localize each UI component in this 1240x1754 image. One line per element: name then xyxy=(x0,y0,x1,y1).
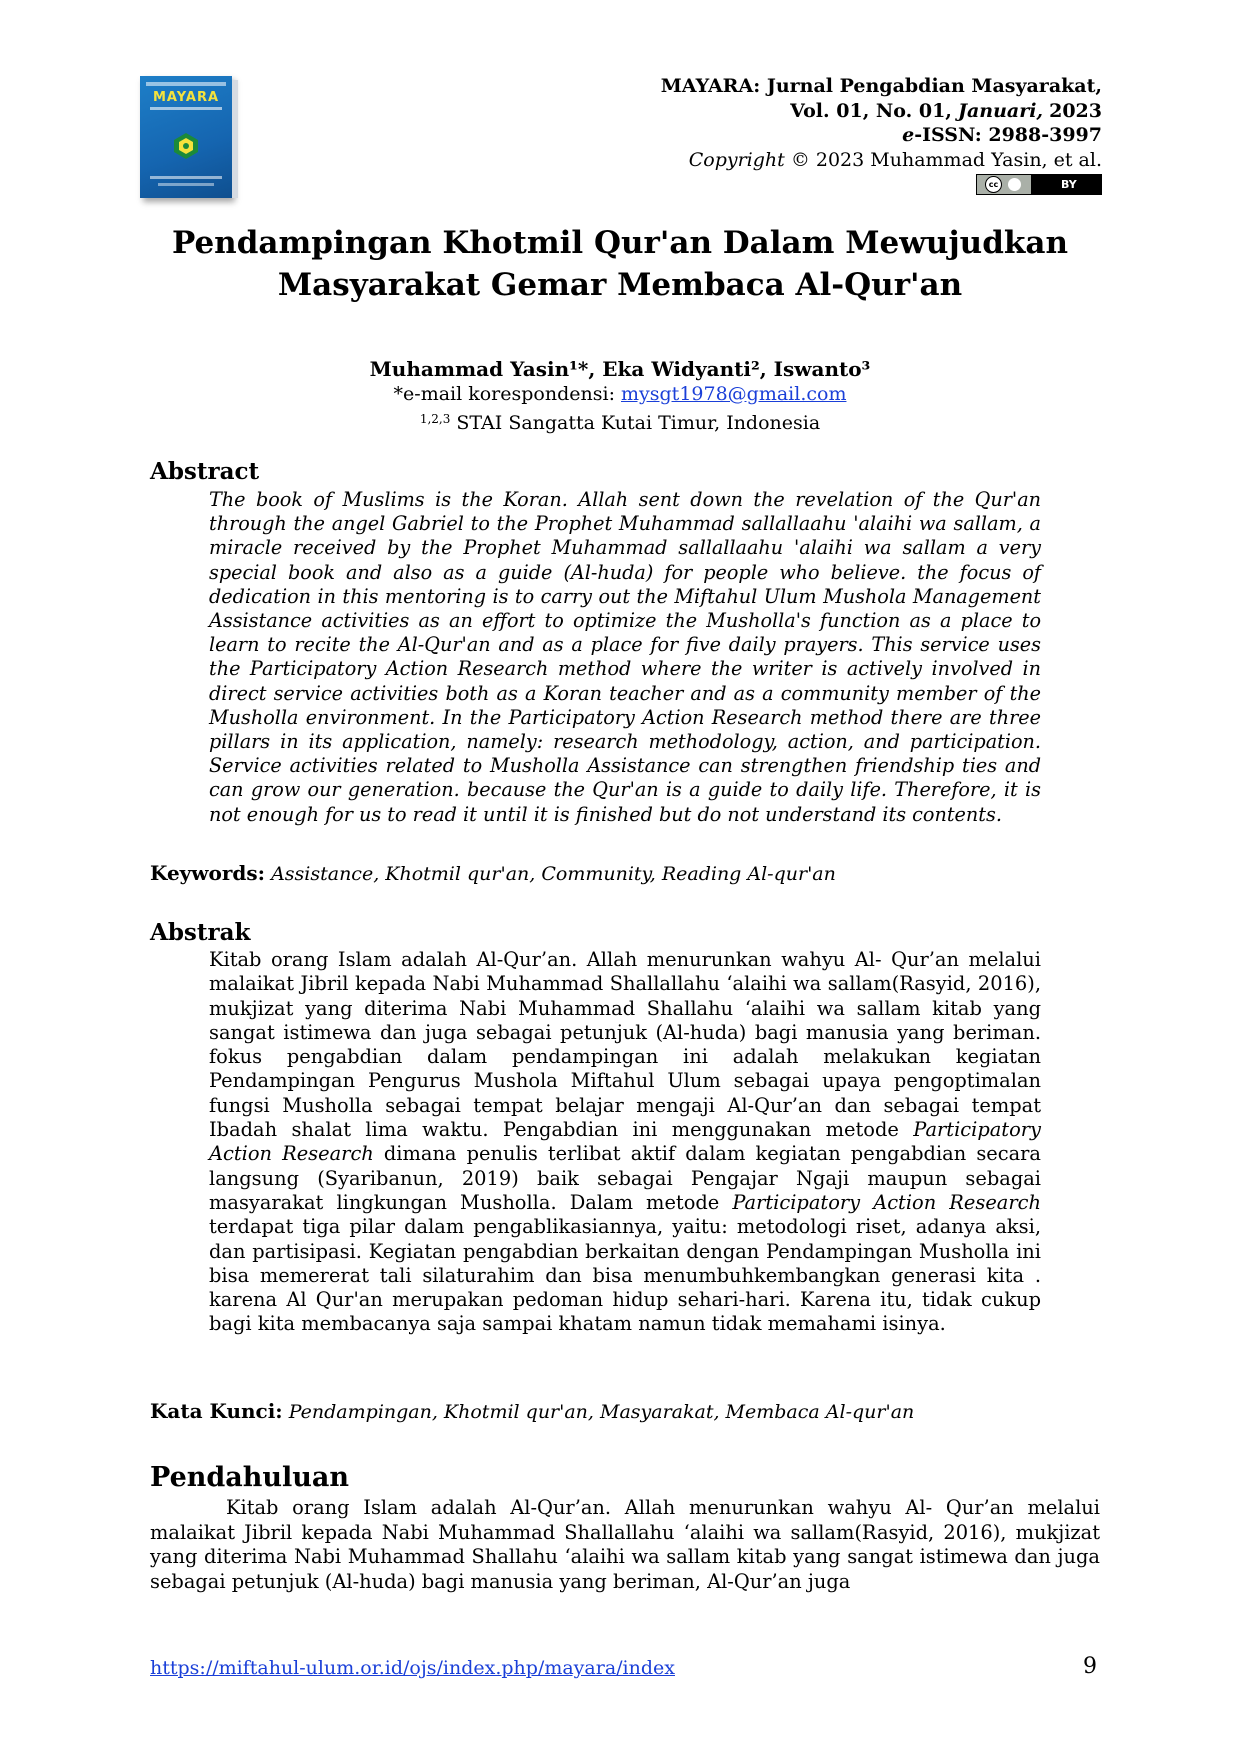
cover-footer-strip xyxy=(150,176,222,179)
keywords-value: Assistance, Khotmil qur'an, Community, Reading Al-qur'an xyxy=(271,863,836,885)
cc-by-badge-icon[interactable] xyxy=(976,174,1102,195)
keywords-label: Keywords: xyxy=(150,861,266,885)
journal-url-link[interactable]: https://miftahul-ulum.or.id/ojs/index.php/mayara/index xyxy=(150,1657,675,1679)
kata-kunci-line xyxy=(150,1399,914,1424)
keywords-line xyxy=(150,861,836,886)
cover-spine xyxy=(232,80,238,198)
journal-volume xyxy=(661,99,1102,124)
affiliation-marks: 1,2,3 xyxy=(419,412,451,426)
copyright-label: Copyright xyxy=(688,148,785,171)
journal-cover-icon xyxy=(140,76,232,198)
abstract-text: The book of Muslims is the Koran. Allah sent down the revelation of the Qur'an through the angel Gabriel to the Prophet Muhammad sallallaahu 'alaihi wa sallam, a miracle received by the Prophet Muhammad sallallaahu 'alaihi wa sallam a very special book and also as a guide (Al-huda) for people who believe. the focus of dedication in this mentoring is to carry out the Miftahul Ulum Mushola Management Assistance activities as an effort to optimize the Musholla's function as a place to learn to recite the Al-Qur'an and as a place for five daily prayers. This service uses the Participatory Action Research method where the writer is actively involved in direct service activities both as a Koran teacher and as a community member of the Musholla environment. In the Participatory Action Research method there are three pillars in its application, namely: research methodology, action, and participation. Service activities related to Musholla Assistance can strengthen friendship ties and can grow our generation. because the Qur'an is a guide to daily life. Therefore, it is not enough for us to read it until it is finished but do not understand its contents. xyxy=(209,488,1041,826)
kata-kunci-label: Kata Kunci: xyxy=(150,1399,283,1423)
person-icon xyxy=(1008,178,1021,191)
abstrak-part-3: dimana penulis terlibat aktif dalam kegiatan pengabdian secara langsung (Syaribanun, 2019) baik sebagai Pengajar Ngaji maupun sebagai masyarakat lingkungan Musholla. Dalam metode xyxy=(209,1142,1041,1214)
correspondence-email xyxy=(150,382,1090,406)
affiliation xyxy=(150,407,1090,435)
title-line-1: Pendampingan Khotmil Qur'an Dalam Mewujudkan xyxy=(171,225,1069,261)
email-link[interactable]: mysgt1978@gmail.com xyxy=(621,383,847,405)
issn-prefix: e xyxy=(902,124,915,146)
cc-badge-left xyxy=(977,175,1031,194)
cc-badge-right xyxy=(1031,175,1101,194)
cover-subtitle-strip xyxy=(150,107,222,110)
intro-heading: Pendahuluan xyxy=(150,1462,350,1493)
volume-prefix: Vol. 01, No. 01, xyxy=(790,99,952,122)
abstract-body xyxy=(209,488,1041,827)
abstrak-body xyxy=(209,948,1041,1337)
volume-year: 2023 xyxy=(1049,99,1102,122)
journal-issn xyxy=(661,123,1102,148)
paper-title xyxy=(150,222,1090,306)
cover-footer-strip-2 xyxy=(158,183,214,186)
copyright-holder: © 2023 Muhammad Yasin, et al. xyxy=(790,148,1102,171)
cover-title: MAYARA xyxy=(152,90,220,105)
kata-kunci-value: Pendampingan, Khotmil qur'an, Masyarakat, Membaca Al-qur'an xyxy=(288,1401,915,1423)
volume-month: Januari, xyxy=(957,99,1044,122)
abstrak-method-1: Participatory Action Research xyxy=(209,1118,1041,1166)
intro-body xyxy=(150,1496,1100,1594)
abstrak-part-1: Kitab orang Islam adalah Al-Qur’an. Allah menurunkan wahyu Al- Qur’an melalui malaikat Jibril kepada Nabi Muhammad Shallallahu ‘alaihi wa sallam(Rasyid, 2016), mukjizat yang diterima Nabi Muhammad Shallahu ‘alaihi wa sallam kitab yang sangat istimewa dan juga sebagai petunjuk (Al-huda) bagi manusia yang beriman. fokus pengabdian dalam pendampingan ini adalah melakukan kegiatan Pendampingan Pengurus Mushola Miftahul Ulum sebagai upaya pengoptimalan fungsi Musholla sebagai tempat belajar mengaji Al-Qur’an dan sebagai tempat Ibadah shalat lima waktu. Pengabdian ini menggunakan metode xyxy=(209,948,1041,1142)
journal-name: MAYARA: Jurnal Pengabdian Masyarakat, xyxy=(660,75,1102,97)
copyright-line xyxy=(661,148,1102,173)
email-label: *e-mail korespondensi: xyxy=(393,383,622,405)
abstract-heading: Abstract xyxy=(150,458,260,485)
journal-header xyxy=(661,74,1102,172)
cc-by-label: BY xyxy=(1061,178,1077,191)
affiliation-text: STAI Sangatta Kutai Timur, Indonesia xyxy=(450,412,821,434)
abstrak-method-2: Participatory Action Research xyxy=(732,1190,1041,1214)
cc-logo: cc xyxy=(985,176,1002,193)
cover-header-strip xyxy=(146,82,226,86)
title-line-2: Masyarakat Gemar Membaca Al-Qur'an xyxy=(277,267,963,303)
intro-paragraph: Kitab orang Islam adalah Al-Qur’an. Allah menurunkan wahyu Al- Qur’an melalui malaikat Jibril kepada Nabi Muhammad Shallallahu ‘alaihi wa sallam(Rasyid, 2016), mukjizat yang diterima Nabi Muhammad Shallahu ‘alaihi wa sallam kitab yang sangat istimewa dan juga sebagai petunjuk (Al-huda) bagi manusia yang beriman, Al-Qur’an juga xyxy=(150,1496,1100,1593)
abstrak-part-5: terdapat tiga pilar dalam pengablikasiannya, yaitu: metodologi riset, adanya aksi, dan partisipasi. Kegiatan pengabdian berkaitan dengan Pendampingan Musholla ini bisa memererat tali silaturahim dan bisa menumbuhkembangkan generasi kita . karena Al Qur'an merupakan pedoman hidup sehari-hari. Karena itu, tidak cukup bagi kita membacanya saja sampai khatam namun tidak memahami isinya. xyxy=(209,1215,1041,1336)
emblem-icon xyxy=(172,132,200,160)
author-list: Muhammad Yasin¹*, Eka Widyanti², Iswanto³ xyxy=(369,357,871,381)
page-number: 9 xyxy=(1083,1654,1097,1679)
abstrak-heading: Abstrak xyxy=(150,919,251,946)
abstrak-text xyxy=(209,948,1041,1337)
issn-number: -ISSN: 2988-3997 xyxy=(914,124,1102,146)
